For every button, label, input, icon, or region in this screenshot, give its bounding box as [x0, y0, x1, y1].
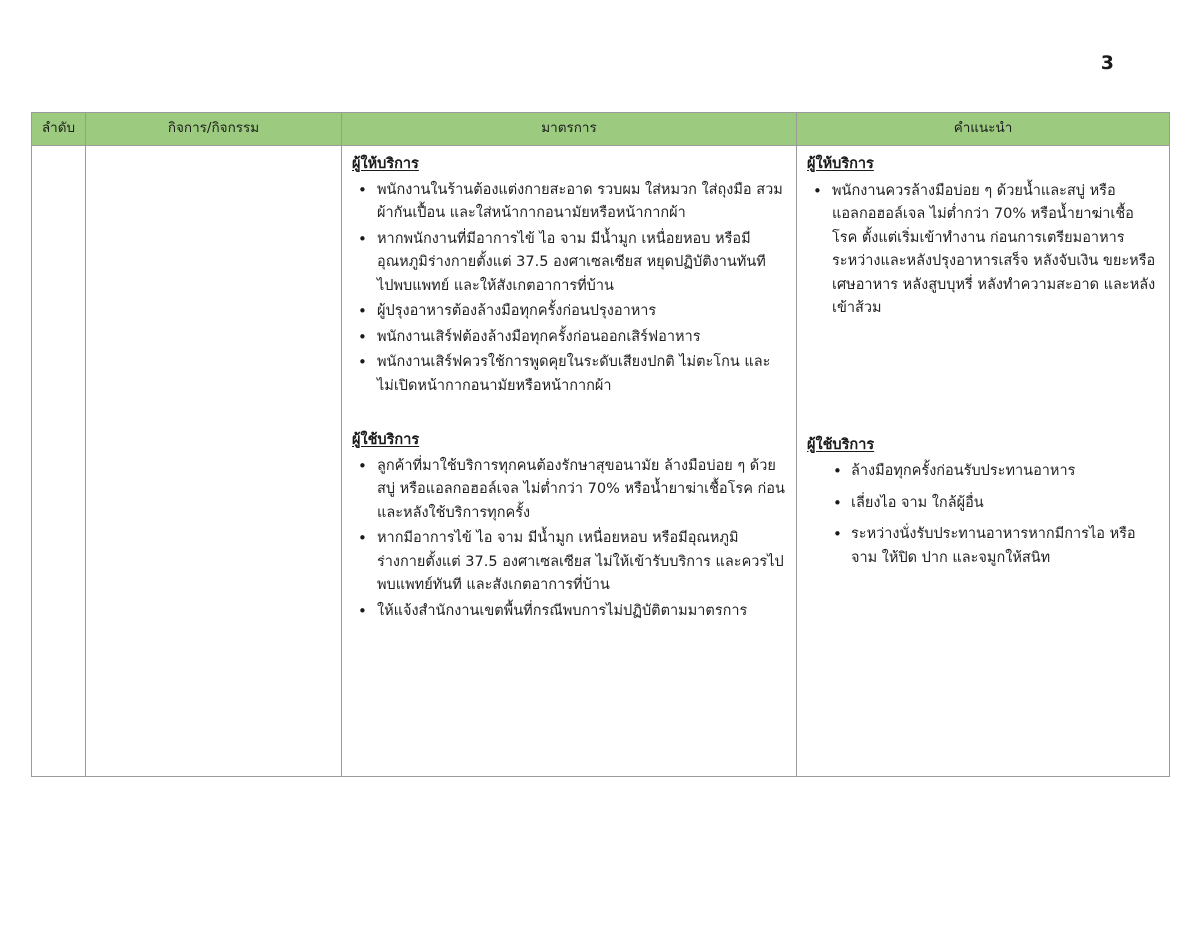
- measures-content: [342, 146, 796, 776]
- list-item: • หากมีอาการไข้ ไอ จาม มีน้ำมูก เหนื่อยหอบ หรือมีอุณหภูมิร่างกายตั้งแต่ 37.5 องศาเซลเซียส ไม่ให้เข้ารับบริการ และควรไปพบแพทย์ทันที และสังเกตอาการที่บ้าน: [352, 527, 786, 597]
- column-header-advice: คำแนะนำ: [797, 113, 1170, 146]
- measures-provider-list: [352, 179, 786, 398]
- measures-customer-list: [352, 455, 786, 623]
- list-item: • หากพนักงานที่มีอาการไข้ ไอ จาม มีน้ำมูก เหนื่อยหอบ หรือมีอุณหภูมิร่างกายตั้งแต่ 37.5 องศาเซลเซียส หยุดปฏิบัติงานทันที ไปพบแพทย์ และให้สังเกตอาการที่บ้าน: [352, 228, 786, 298]
- column-header-activity: กิจการ/กิจกรรม: [86, 113, 342, 146]
- list-item: • พนักงานควรล้างมือบ่อย ๆ ด้วยน้ำและสบู่ หรือแอลกอฮอล์เจล ไม่ต่ำกว่า 70% หรือน้ำยาฆ่าเชื้อโรค ตั้งแต่เริ่มเข้าทำงาน ก่อนการเตรียมอาหาร ระหว่างและหลังปรุงอาหารเสร็จ หลังจับเงิน ขยะหรือเศษอาหาร หลังสูบบุหรี่ หลังทำความสะอาด และหลังเข้าส้วม: [807, 180, 1159, 321]
- advice-provider-list: [807, 180, 1159, 321]
- advice-section-heading-customer: ผู้ใช้บริการ: [807, 436, 875, 453]
- measures-section-heading-customer: ผู้ใช้บริการ: [352, 432, 420, 449]
- cell-advice: [797, 146, 1170, 777]
- cell-order-value: [32, 146, 85, 776]
- page-number: 3: [1100, 52, 1114, 74]
- list-item: • พนักงานเสิร์ฟควรใช้การพูดคุยในระดับเสียงปกติ ไม่ตะโกน และไม่เปิดหน้ากากอนามัยหรือหน้ากากผ้า: [352, 351, 786, 398]
- cell-measures: [342, 146, 797, 777]
- cell-order: [32, 146, 86, 777]
- list-item: • ลูกค้าที่มาใช้บริการทุกคนต้องรักษาสุขอนามัย ล้างมือบ่อย ๆ ด้วยสบู่ หรือแอลกอฮอล์เจล ไม่ต่ำกว่า 70% หรือน้ำยาฆ่าเชื้อโรค ก่อนและหลังใช้บริการทุกครั้ง: [352, 455, 786, 525]
- list-item: • ระหว่างนั่งรับประทานอาหารหากมีการไอ หรือจาม ให้ปิด ปาก และจมูกให้สนิท: [807, 523, 1159, 570]
- list-item: • ล้างมือทุกครั้งก่อนรับประทานอาหาร: [807, 460, 1159, 483]
- cell-activity-value: [86, 146, 341, 776]
- list-item: • เลี่ยงไอ จาม ใกล้ผู้อื่น: [807, 492, 1159, 515]
- advice-content: [797, 146, 1169, 776]
- cell-activity: [86, 146, 342, 777]
- list-item: • ผู้ปรุงอาหารต้องล้างมือทุกครั้งก่อนปรุงอาหาร: [352, 300, 786, 323]
- advice-customer-list: [807, 460, 1159, 570]
- list-item: • พนักงานในร้านต้องแต่งกายสะอาด รวบผม ใส่หมวก ใส่ถุงมือ สวมผ้ากันเปื้อน และใส่หน้ากากอนามัยหรือหน้ากากผ้า: [352, 179, 786, 226]
- table-body: [32, 146, 1170, 777]
- measures-table: [31, 112, 1170, 777]
- advice-section-heading-provider: ผู้ให้บริการ: [807, 156, 874, 172]
- section-spacer: [352, 400, 786, 430]
- list-item: • ให้แจ้งสำนักงานเขตพื้นที่กรณีพบการไม่ปฏิบัติตามมาตรการ: [352, 600, 786, 623]
- table-header-row: [32, 113, 1170, 146]
- table-row: [32, 146, 1170, 777]
- section-spacer: [807, 323, 1159, 435]
- table-header: [32, 113, 1170, 146]
- column-header-order: ลำดับ: [32, 113, 86, 146]
- list-item: • พนักงานเสิร์ฟต้องล้างมือทุกครั้งก่อนออกเสิร์ฟอาหาร: [352, 326, 786, 349]
- column-header-measures: มาตรการ: [342, 113, 797, 146]
- measures-section-heading-provider: ผู้ให้บริการ: [352, 156, 419, 172]
